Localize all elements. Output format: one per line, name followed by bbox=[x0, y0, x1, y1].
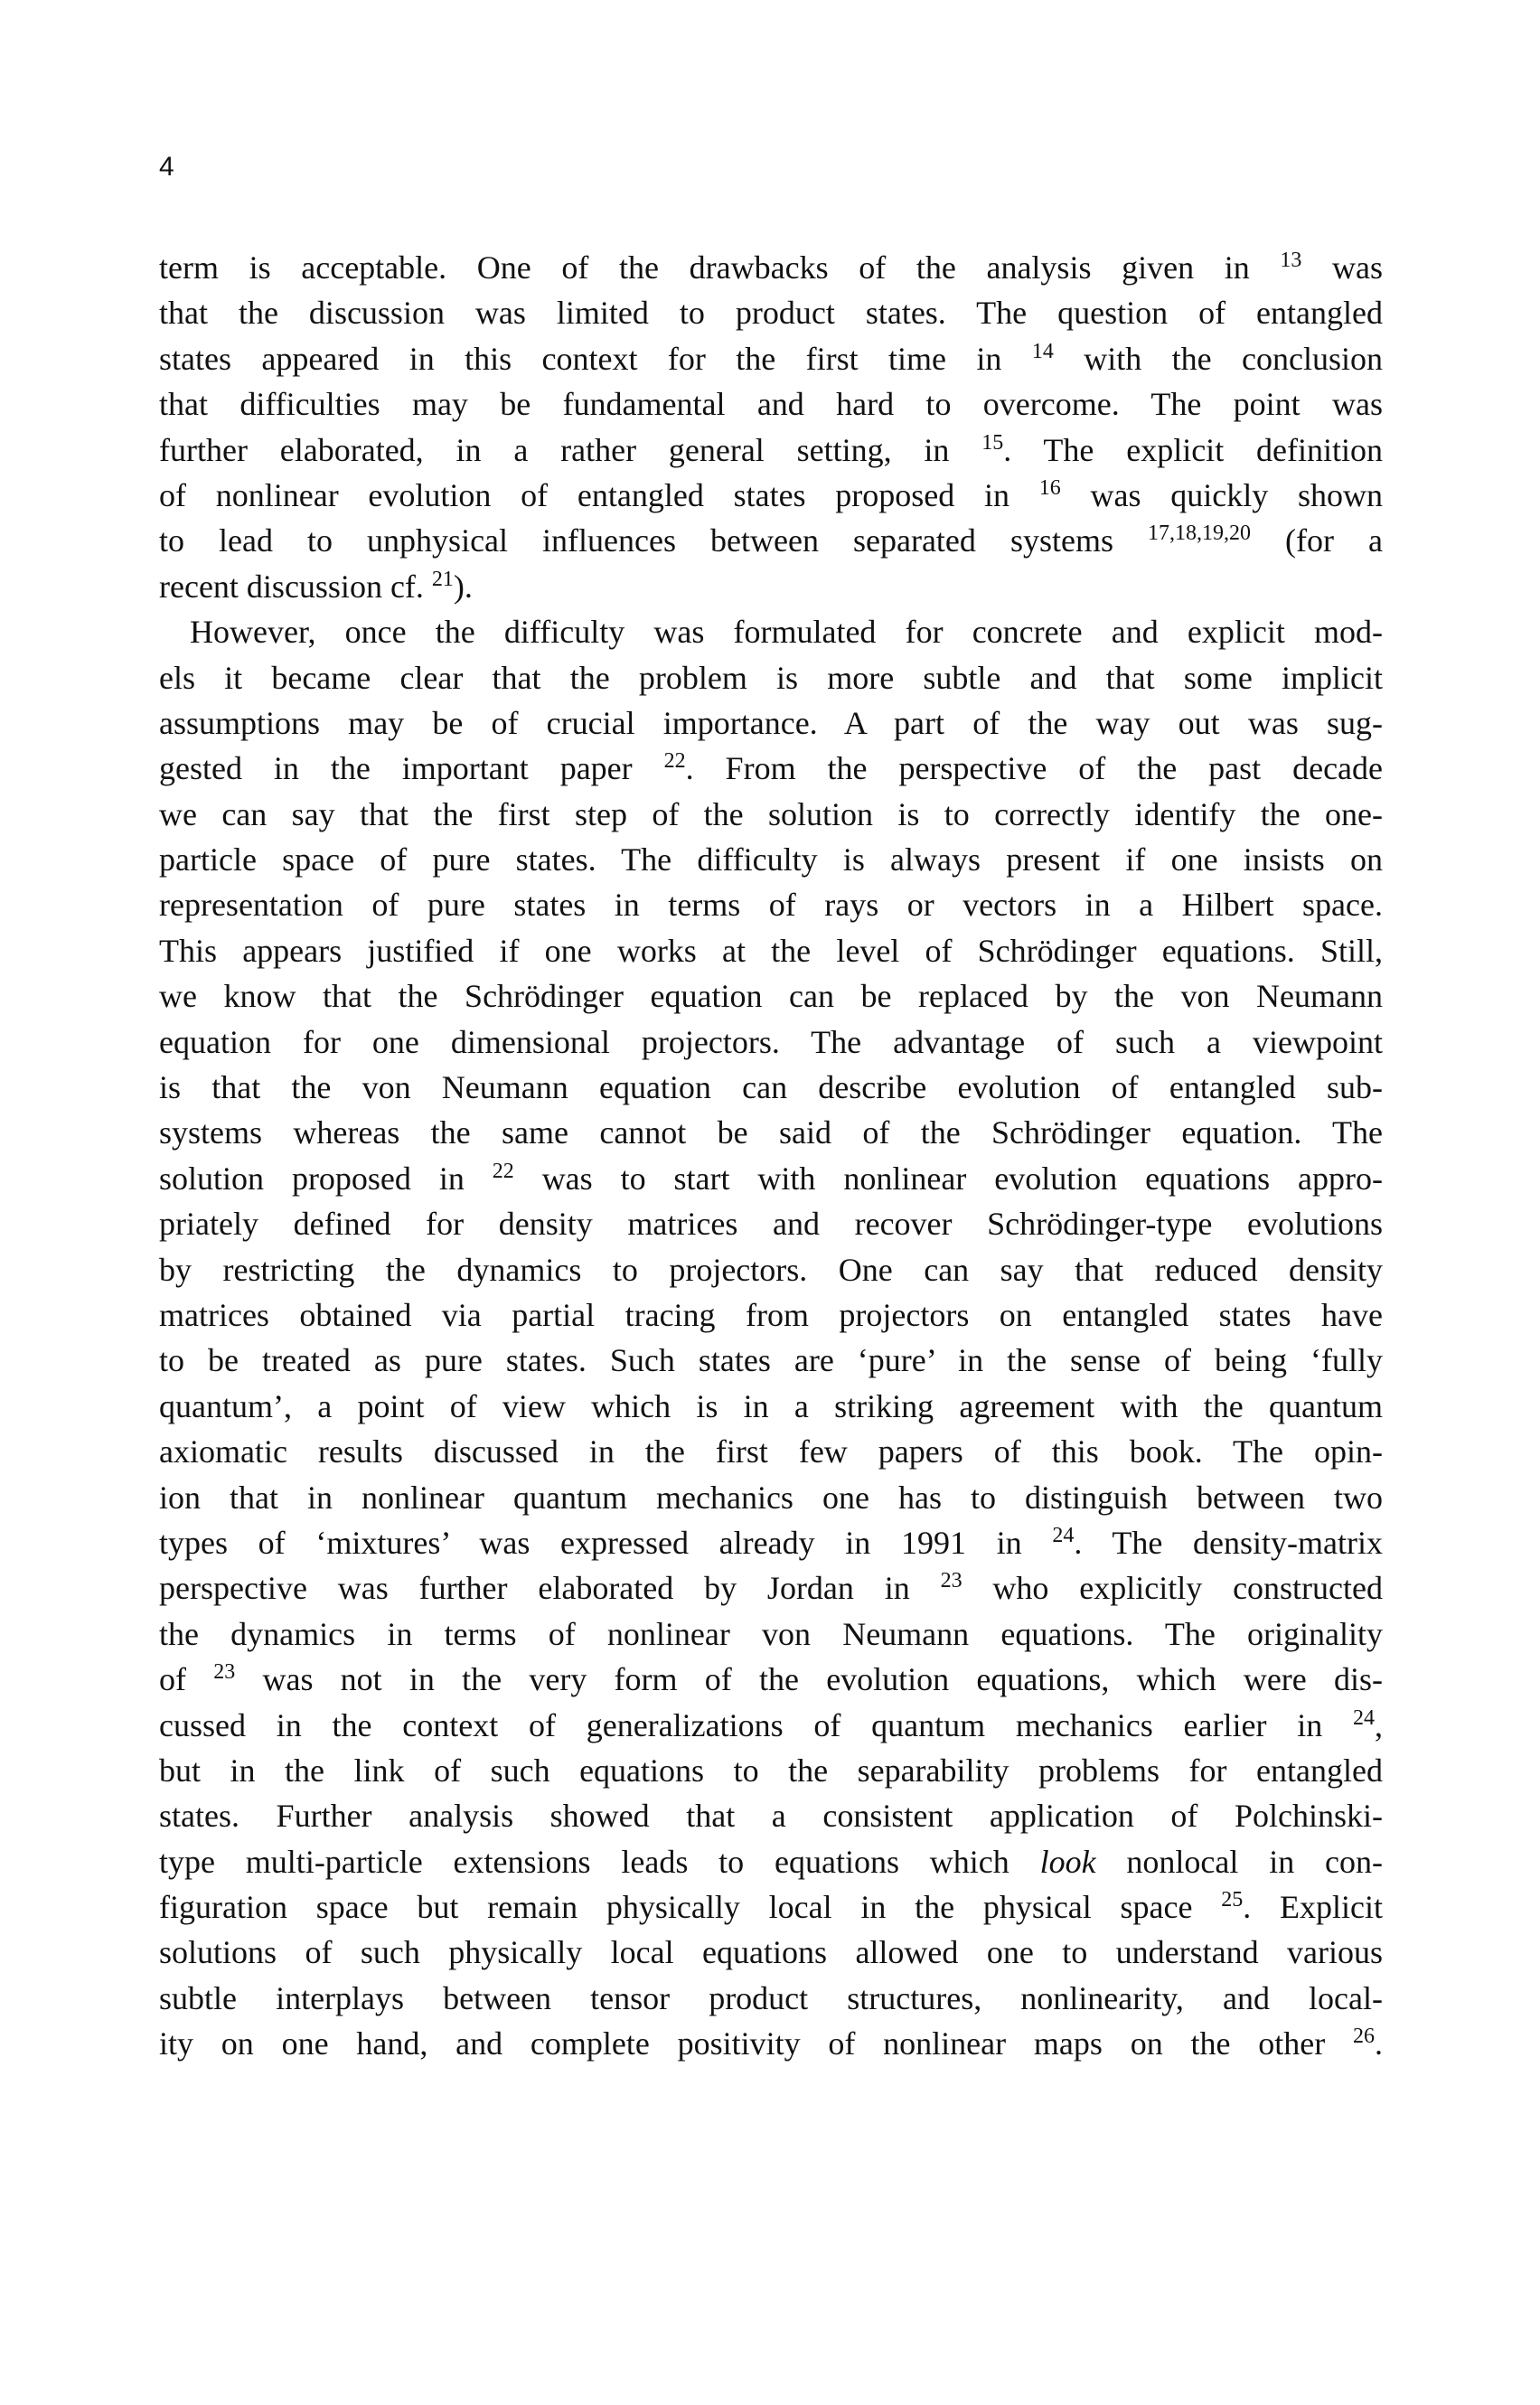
citation-ref: 16 bbox=[1038, 475, 1061, 500]
page-number: 4 bbox=[159, 152, 174, 182]
emphasis: look bbox=[1039, 1843, 1096, 1880]
text-run: to be treated as pure states. Such states are ‘pure’ in the sense of being ‘fully bbox=[159, 1342, 1383, 1379]
text-line bbox=[159, 473, 1383, 518]
text-run: figuration space but remain physically local in the physical space bbox=[159, 1889, 1222, 1926]
text-run: systems whereas the same cannot be said of the Schrödinger equation. The bbox=[159, 1114, 1383, 1151]
text-line bbox=[159, 655, 1383, 700]
text-run: states appeared in this context for the first time in bbox=[159, 340, 1032, 377]
text-line bbox=[159, 746, 1383, 791]
text-line bbox=[159, 1930, 1383, 1975]
text-run: This appears justified if one works at the level of Schrödinger equations. Still, bbox=[159, 932, 1383, 969]
text-run: priately defined for density matrices and recover Schrödinger-type evolutions bbox=[159, 1206, 1383, 1243]
text-run: the dynamics in terms of nonlinear von Neumann equations. The originality bbox=[159, 1615, 1383, 1652]
text-run: of bbox=[159, 1661, 214, 1698]
text-run: However, once the difficulty was formulated for concrete and explicit mod- bbox=[190, 614, 1383, 651]
text-run: particle space of pure states. The difficulty is always present if one insists on bbox=[159, 841, 1383, 878]
text-run: but in the link of such equations to the separability problems for entangled bbox=[159, 1752, 1383, 1789]
citation-ref: 13 bbox=[1280, 249, 1302, 272]
text-line bbox=[159, 336, 1383, 381]
text-run: was to start with nonlinear evolution equations appro- bbox=[513, 1160, 1383, 1197]
text-run: els it became clear that the problem is more subtle and that some implicit bbox=[159, 659, 1383, 696]
citation-ref: 22 bbox=[663, 749, 686, 774]
text-run: was quickly shown bbox=[1060, 476, 1383, 513]
citation-ref: 17,18,19,20 bbox=[1147, 521, 1251, 546]
text-run: we know that the Schrödinger equation can be replaced by the von Neumann bbox=[159, 978, 1383, 1015]
text-line bbox=[159, 290, 1383, 335]
text-line bbox=[159, 381, 1383, 427]
text-line bbox=[159, 1065, 1383, 1110]
text-run: that the discussion was limited to product states. The question of entangled bbox=[159, 295, 1383, 332]
text-run: , bbox=[1375, 1706, 1383, 1743]
text-run: representation of pure states in terms of rays or vectors in a Hilbert space. bbox=[159, 887, 1383, 924]
text-line bbox=[159, 1384, 1383, 1429]
text-line bbox=[159, 427, 1383, 473]
text-line bbox=[159, 1292, 1383, 1338]
text-run: was bbox=[1301, 249, 1383, 286]
text-run: subtle interplays between tensor product structures, nonlinearity, and local- bbox=[159, 1979, 1383, 2016]
text-line bbox=[159, 1611, 1383, 1657]
text-line bbox=[159, 700, 1383, 746]
text-run: equation for one dimensional projectors. The advantage of such a viewpoint bbox=[159, 1023, 1383, 1060]
citation-ref: 15 bbox=[981, 430, 1004, 455]
text-line bbox=[159, 1793, 1383, 1838]
citation-ref: 26 bbox=[1353, 2025, 1375, 2049]
text-run: is that the von Neumann equation can describe evolution of entangled sub- bbox=[159, 1069, 1383, 1106]
text-line bbox=[159, 1110, 1383, 1155]
text-line bbox=[159, 792, 1383, 837]
text-line bbox=[159, 1748, 1383, 1793]
paragraph bbox=[159, 245, 1383, 609]
text-line bbox=[159, 1429, 1383, 1474]
text-run: quantum’, a point of view which is in a striking agreement with the quantum bbox=[159, 1387, 1383, 1424]
text-line bbox=[159, 1976, 1383, 2021]
text-run: term is acceptable. One of the drawbacks of the analysis given in bbox=[159, 249, 1281, 286]
citation-ref: 21 bbox=[431, 567, 454, 591]
text-run: to lead to unphysical influences between separated systems bbox=[159, 522, 1148, 559]
text-run: of nonlinear evolution of entangled states proposed in bbox=[159, 476, 1039, 513]
text-run: ). bbox=[453, 568, 473, 605]
text-line bbox=[159, 2021, 1383, 2066]
text-run: solutions of such physically local equations allowed one to understand various bbox=[159, 1934, 1383, 1971]
text-line bbox=[159, 1565, 1383, 1611]
text-run: ion that in nonlinear quantum mechanics one has to distinguish between two bbox=[159, 1479, 1383, 1516]
text-run: solution proposed in bbox=[159, 1160, 493, 1197]
text-run: with the conclusion bbox=[1053, 340, 1384, 377]
text-line bbox=[159, 564, 1383, 609]
text-run: states. Further analysis showed that a consistent application of Polchinski- bbox=[159, 1798, 1383, 1835]
text-line bbox=[159, 1520, 1383, 1565]
citation-ref: 25 bbox=[1221, 1888, 1244, 1912]
text-run: . The density-matrix bbox=[1074, 1524, 1383, 1561]
citation-ref: 23 bbox=[213, 1660, 236, 1685]
text-run: gested in the important paper bbox=[159, 750, 664, 787]
text-line bbox=[159, 245, 1383, 290]
citation-ref: 22 bbox=[492, 1159, 514, 1183]
paragraph bbox=[159, 609, 1383, 2067]
body-text bbox=[159, 245, 1383, 2067]
text-run: . Explicit bbox=[1243, 1889, 1383, 1926]
text-run: recent discussion cf. bbox=[159, 568, 432, 605]
text-run: . The explicit definition bbox=[1003, 431, 1383, 468]
text-run: cussed in the context of generalizations of quantum mechanics earlier in bbox=[159, 1706, 1353, 1743]
text-run: who explicitly constructed bbox=[962, 1570, 1384, 1607]
text-line bbox=[159, 1019, 1383, 1065]
citation-ref: 24 bbox=[1353, 1705, 1375, 1730]
text-line bbox=[159, 1703, 1383, 1748]
text-line bbox=[159, 518, 1383, 563]
text-run: was not in the very form of the evolution equations, which were dis- bbox=[235, 1661, 1383, 1698]
citation-ref: 23 bbox=[940, 1569, 963, 1593]
text-run: that difficulties may be fundamental and hard to overcome. The point was bbox=[159, 386, 1383, 423]
text-line bbox=[159, 1156, 1383, 1201]
text-run: ity on one hand, and complete positivity of nonlinear maps on the other bbox=[159, 2025, 1353, 2062]
text-line bbox=[159, 973, 1383, 1019]
text-line bbox=[159, 1201, 1383, 1246]
text-run: type multi-particle extensions leads to equations which bbox=[159, 1843, 1040, 1880]
text-line bbox=[159, 1657, 1383, 1702]
text-line bbox=[159, 1839, 1383, 1884]
text-run: by restricting the dynamics to projectors. One can say that reduced density bbox=[159, 1251, 1383, 1288]
text-line bbox=[159, 928, 1383, 973]
text-line bbox=[159, 1247, 1383, 1292]
text-run: assumptions may be of crucial importance. A part of the way out was sug- bbox=[159, 704, 1383, 741]
text-run: perspective was further elaborated by Jordan in bbox=[159, 1570, 941, 1607]
citation-ref: 14 bbox=[1031, 339, 1054, 363]
text-run: matrices obtained via partial tracing from projectors on entangled states have bbox=[159, 1296, 1383, 1333]
text-line bbox=[159, 1338, 1383, 1383]
text-run: (for a bbox=[1250, 522, 1383, 559]
text-run: types of ‘mixtures’ was expressed already in 1991 in bbox=[159, 1524, 1053, 1561]
text-line bbox=[159, 1475, 1383, 1520]
text-run: further elaborated, in a rather general setting, in bbox=[159, 431, 982, 468]
text-run: we can say that the first step of the solution is to correctly identify the one- bbox=[159, 795, 1383, 832]
text-line bbox=[159, 882, 1383, 927]
text-run: axiomatic results discussed in the first few papers of this book. The opin- bbox=[159, 1433, 1383, 1470]
text-run: nonlocal in con- bbox=[1095, 1843, 1383, 1880]
text-run: . From the perspective of the past decade bbox=[685, 750, 1384, 787]
citation-ref: 24 bbox=[1052, 1523, 1075, 1547]
text-line bbox=[159, 837, 1383, 882]
text-run: . bbox=[1375, 2025, 1383, 2062]
text-line bbox=[159, 1884, 1383, 1930]
text-line bbox=[159, 609, 1383, 654]
